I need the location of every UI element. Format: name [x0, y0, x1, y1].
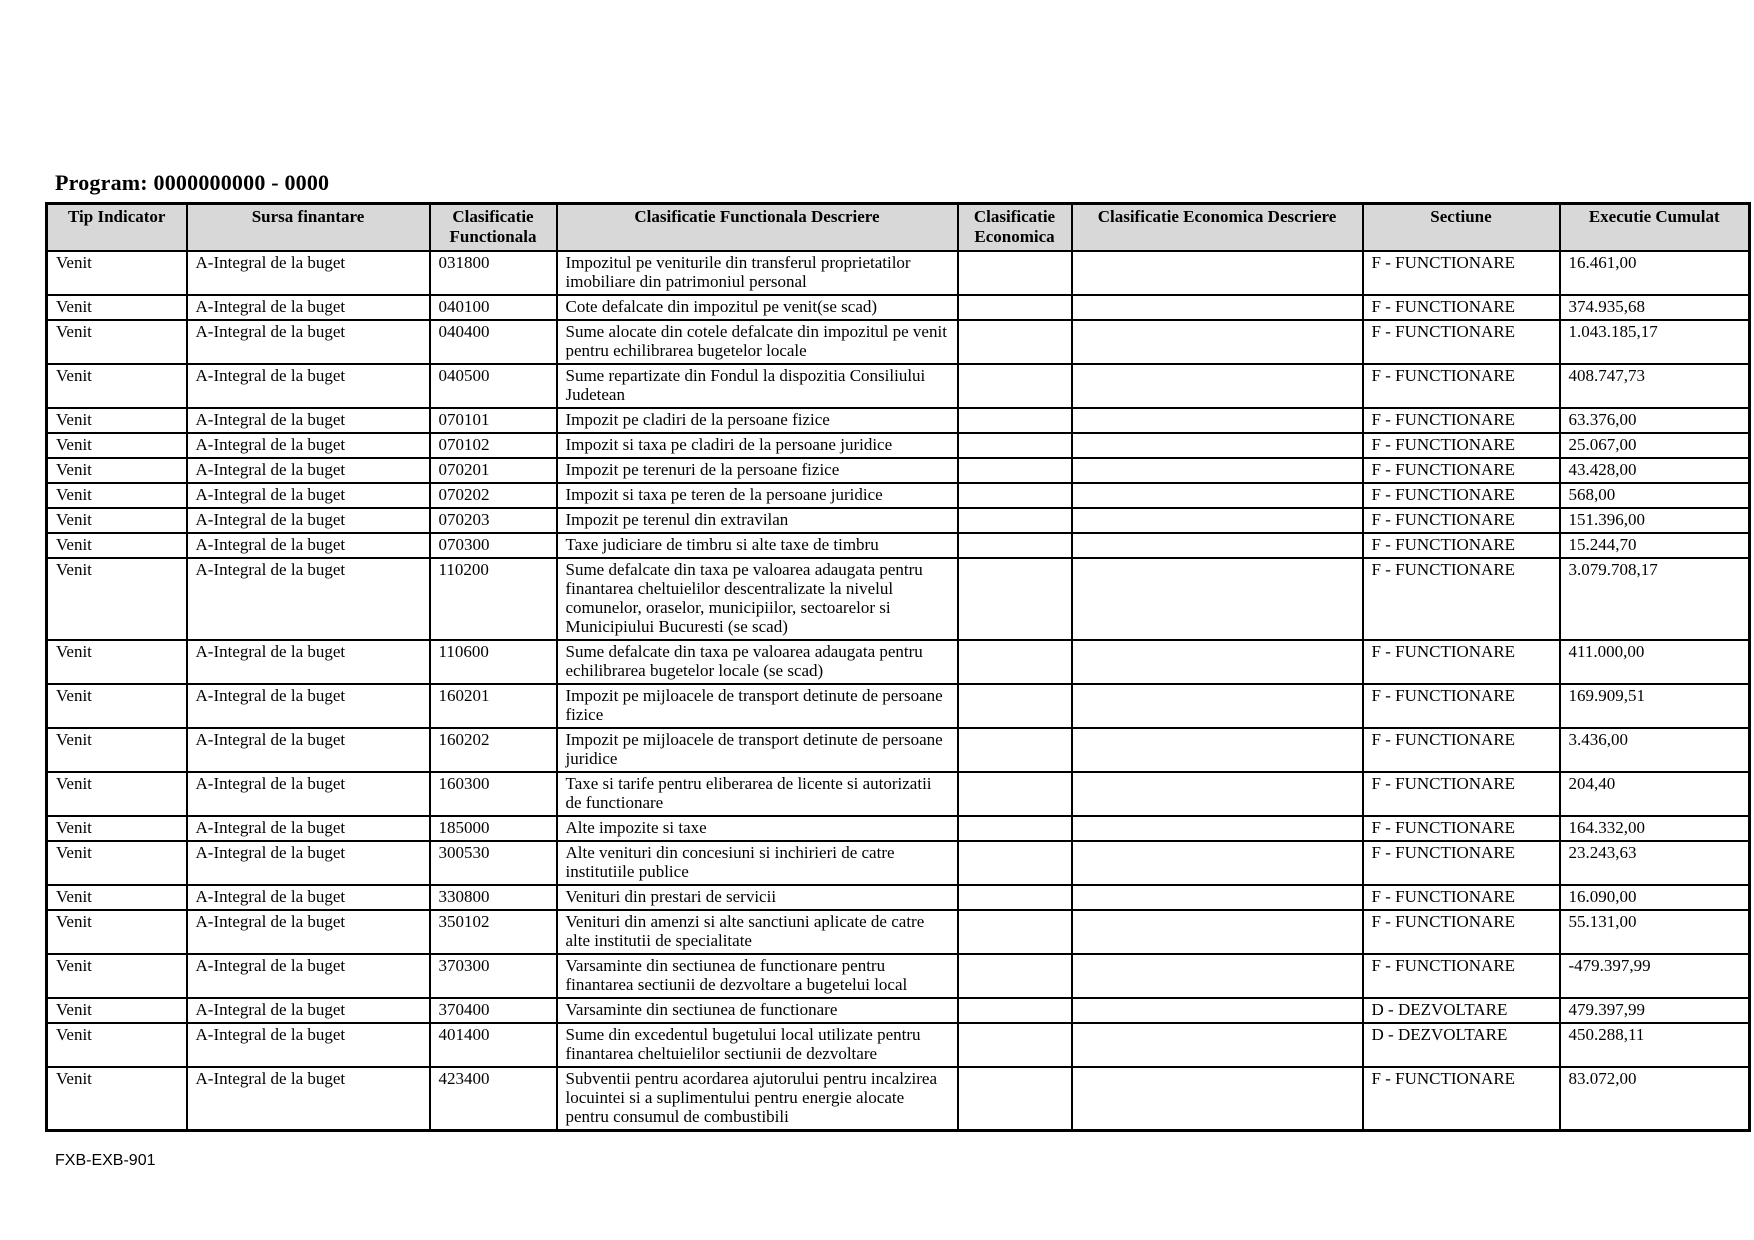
cell-sectiune: F - FUNCTIONARE — [1363, 408, 1560, 433]
table-row — [47, 885, 1750, 910]
cell-clasificatie-economica — [958, 841, 1072, 885]
cell-sursa-finantare: A-Integral de la buget — [187, 954, 430, 998]
cell-sectiune: D - DEZVOLTARE — [1363, 1023, 1560, 1067]
table-row — [47, 1023, 1750, 1067]
cell-clasificatie-economica-descriere — [1072, 841, 1363, 885]
cell-tip-indicator: Venit — [47, 885, 187, 910]
cell-clasificatie-economica — [958, 433, 1072, 458]
cell-sursa-finantare: A-Integral de la buget — [187, 910, 430, 954]
cell-executie-cumulat: 43.428,00 — [1560, 458, 1750, 483]
cell-clasificatie-economica — [958, 295, 1072, 320]
cell-clasificatie-functionala-descriere: Taxe judiciare de timbru si alte taxe de timbru — [557, 533, 958, 558]
table-header — [47, 204, 1750, 252]
cell-clasificatie-economica-descriere — [1072, 295, 1363, 320]
header-executie-cumulat: Executie Cumulat — [1560, 204, 1750, 252]
cell-executie-cumulat: 151.396,00 — [1560, 508, 1750, 533]
table-row — [47, 458, 1750, 483]
cell-tip-indicator: Venit — [47, 728, 187, 772]
cell-clasificatie-economica — [958, 533, 1072, 558]
cell-clasificatie-economica — [958, 1023, 1072, 1067]
cell-executie-cumulat: 23.243,63 — [1560, 841, 1750, 885]
table-row — [47, 558, 1750, 640]
cell-sectiune: F - FUNCTIONARE — [1363, 885, 1560, 910]
cell-clasificatie-economica — [958, 364, 1072, 408]
table-row — [47, 684, 1750, 728]
cell-sursa-finantare: A-Integral de la buget — [187, 1067, 430, 1131]
cell-sursa-finantare: A-Integral de la buget — [187, 533, 430, 558]
cell-clasificatie-economica-descriere — [1072, 728, 1363, 772]
cell-tip-indicator: Venit — [47, 816, 187, 841]
cell-executie-cumulat: 16.090,00 — [1560, 885, 1750, 910]
cell-tip-indicator: Venit — [47, 483, 187, 508]
cell-clasificatie-economica-descriere — [1072, 364, 1363, 408]
cell-tip-indicator: Venit — [47, 1067, 187, 1131]
cell-clasificatie-functionala: 070202 — [430, 483, 557, 508]
cell-sursa-finantare: A-Integral de la buget — [187, 885, 430, 910]
cell-executie-cumulat: 83.072,00 — [1560, 1067, 1750, 1131]
table-row — [47, 640, 1750, 684]
cell-executie-cumulat: 55.131,00 — [1560, 910, 1750, 954]
cell-clasificatie-economica-descriere — [1072, 320, 1363, 364]
cell-clasificatie-economica — [958, 954, 1072, 998]
cell-clasificatie-economica-descriere — [1072, 508, 1363, 533]
cell-clasificatie-functionala-descriere: Varsaminte din sectiunea de functionare pentru finantarea sectiunii de dezvoltare a bugetelui local — [557, 954, 958, 998]
cell-clasificatie-functionala-descriere: Impozitul pe veniturile din transferul proprietatilor imobiliare din patrimoniul personal — [557, 251, 958, 295]
cell-clasificatie-functionala: 040500 — [430, 364, 557, 408]
cell-clasificatie-economica-descriere — [1072, 433, 1363, 458]
cell-clasificatie-functionala-descriere: Sume defalcate din taxa pe valoarea adaugata pentru finantarea cheltuielilor descentralizate la nivelul comunelor, oraselor, municipiilor, sectoarelor si Municipiului Bucuresti (se scad) — [557, 558, 958, 640]
table-row — [47, 508, 1750, 533]
cell-sursa-finantare: A-Integral de la buget — [187, 998, 430, 1023]
cell-tip-indicator: Venit — [47, 458, 187, 483]
cell-clasificatie-economica — [958, 728, 1072, 772]
cell-sectiune: F - FUNCTIONARE — [1363, 364, 1560, 408]
table-row — [47, 772, 1750, 816]
cell-sursa-finantare: A-Integral de la buget — [187, 433, 430, 458]
header-clasificatie-functionala-descriere: Clasificatie Functionala Descriere — [557, 204, 958, 252]
cell-clasificatie-functionala-descriere: Taxe si tarife pentru eliberarea de licente si autorizatii de functionare — [557, 772, 958, 816]
cell-clasificatie-functionala-descriere: Sume repartizate din Fondul la dispozitia Consiliului Judetean — [557, 364, 958, 408]
cell-clasificatie-functionala: 401400 — [430, 1023, 557, 1067]
cell-sursa-finantare: A-Integral de la buget — [187, 841, 430, 885]
cell-sursa-finantare: A-Integral de la buget — [187, 364, 430, 408]
cell-clasificatie-functionala: 185000 — [430, 816, 557, 841]
cell-executie-cumulat: 169.909,51 — [1560, 684, 1750, 728]
cell-clasificatie-economica-descriere — [1072, 1067, 1363, 1131]
report-code: FXB-EXB-901 — [55, 1152, 156, 1169]
cell-clasificatie-functionala-descriere: Impozit pe terenul din extravilan — [557, 508, 958, 533]
cell-clasificatie-economica-descriere — [1072, 558, 1363, 640]
cell-tip-indicator: Venit — [47, 508, 187, 533]
cell-sectiune: F - FUNCTIONARE — [1363, 458, 1560, 483]
cell-clasificatie-functionala-descriere: Sume din excedentul bugetului local utilizate pentru finantarea cheltuielilor sectiunii de dezvoltare — [557, 1023, 958, 1067]
cell-clasificatie-economica-descriere — [1072, 483, 1363, 508]
cell-executie-cumulat: 1.043.185,17 — [1560, 320, 1750, 364]
cell-clasificatie-functionala-descriere: Impozit si taxa pe cladiri de la persoane juridice — [557, 433, 958, 458]
cell-clasificatie-economica-descriere — [1072, 533, 1363, 558]
cell-clasificatie-economica — [958, 458, 1072, 483]
cell-sectiune: F - FUNCTIONARE — [1363, 640, 1560, 684]
cell-tip-indicator: Venit — [47, 364, 187, 408]
cell-executie-cumulat: 16.461,00 — [1560, 251, 1750, 295]
cell-clasificatie-economica — [958, 885, 1072, 910]
cell-sectiune: F - FUNCTIONARE — [1363, 558, 1560, 640]
cell-sursa-finantare: A-Integral de la buget — [187, 320, 430, 364]
table-row — [47, 954, 1750, 998]
cell-clasificatie-functionala-descriere: Sume defalcate din taxa pe valoarea adaugata pentru echilibrarea bugetelor locale (se scad) — [557, 640, 958, 684]
cell-executie-cumulat: 25.067,00 — [1560, 433, 1750, 458]
cell-clasificatie-functionala: 160300 — [430, 772, 557, 816]
cell-sectiune: F - FUNCTIONARE — [1363, 684, 1560, 728]
header-sectiune: Sectiune — [1363, 204, 1560, 252]
cell-sectiune: F - FUNCTIONARE — [1363, 1067, 1560, 1131]
cell-tip-indicator: Venit — [47, 1023, 187, 1067]
cell-clasificatie-economica — [958, 508, 1072, 533]
cell-clasificatie-economica-descriere — [1072, 1023, 1363, 1067]
cell-clasificatie-economica — [958, 816, 1072, 841]
table-row — [47, 533, 1750, 558]
cell-sursa-finantare: A-Integral de la buget — [187, 684, 430, 728]
cell-tip-indicator: Venit — [47, 533, 187, 558]
cell-clasificatie-economica — [958, 684, 1072, 728]
cell-sursa-finantare: A-Integral de la buget — [187, 728, 430, 772]
cell-sectiune: F - FUNCTIONARE — [1363, 433, 1560, 458]
cell-tip-indicator: Venit — [47, 910, 187, 954]
cell-clasificatie-functionala: 070101 — [430, 408, 557, 433]
cell-clasificatie-functionala-descriere: Venituri din amenzi si alte sanctiuni aplicate de catre alte institutii de specialitate — [557, 910, 958, 954]
cell-clasificatie-functionala: 370300 — [430, 954, 557, 998]
cell-sursa-finantare: A-Integral de la buget — [187, 558, 430, 640]
cell-tip-indicator: Venit — [47, 558, 187, 640]
cell-sectiune: F - FUNCTIONARE — [1363, 320, 1560, 364]
cell-clasificatie-functionala-descriere: Impozit pe terenuri de la persoane fizice — [557, 458, 958, 483]
cell-clasificatie-economica-descriere — [1072, 684, 1363, 728]
header-clasificatie-economica-descriere: Clasificatie Economica Descriere — [1072, 204, 1363, 252]
cell-sursa-finantare: A-Integral de la buget — [187, 251, 430, 295]
table-row — [47, 841, 1750, 885]
cell-sectiune: F - FUNCTIONARE — [1363, 954, 1560, 998]
table-row — [47, 998, 1750, 1023]
cell-clasificatie-functionala-descriere: Impozit si taxa pe teren de la persoane juridice — [557, 483, 958, 508]
cell-sursa-finantare: A-Integral de la buget — [187, 483, 430, 508]
cell-sectiune: F - FUNCTIONARE — [1363, 508, 1560, 533]
cell-clasificatie-economica — [958, 1067, 1072, 1131]
cell-sursa-finantare: A-Integral de la buget — [187, 1023, 430, 1067]
table-row — [47, 251, 1750, 295]
cell-clasificatie-economica-descriere — [1072, 408, 1363, 433]
cell-clasificatie-economica — [958, 640, 1072, 684]
cell-executie-cumulat: 411.000,00 — [1560, 640, 1750, 684]
cell-clasificatie-functionala-descriere: Alte venituri din concesiuni si inchirieri de catre institutiile publice — [557, 841, 958, 885]
cell-tip-indicator: Venit — [47, 433, 187, 458]
cell-executie-cumulat: 408.747,73 — [1560, 364, 1750, 408]
cell-sectiune: F - FUNCTIONARE — [1363, 772, 1560, 816]
cell-tip-indicator: Venit — [47, 408, 187, 433]
cell-clasificatie-functionala: 070203 — [430, 508, 557, 533]
cell-tip-indicator: Venit — [47, 684, 187, 728]
cell-tip-indicator: Venit — [47, 954, 187, 998]
cell-clasificatie-economica — [958, 483, 1072, 508]
table-row — [47, 910, 1750, 954]
cell-clasificatie-functionala-descriere: Impozit pe cladiri de la persoane fizice — [557, 408, 958, 433]
table-header-row — [47, 204, 1750, 252]
table-row — [47, 728, 1750, 772]
cell-executie-cumulat: 479.397,99 — [1560, 998, 1750, 1023]
cell-clasificatie-economica-descriere — [1072, 910, 1363, 954]
header-clasificatie-economica: Clasificatie Economica — [958, 204, 1072, 252]
cell-executie-cumulat: 568,00 — [1560, 483, 1750, 508]
cell-sectiune: F - FUNCTIONARE — [1363, 910, 1560, 954]
cell-sursa-finantare: A-Integral de la buget — [187, 508, 430, 533]
cell-sectiune: F - FUNCTIONARE — [1363, 483, 1560, 508]
cell-clasificatie-functionala-descriere: Cote defalcate din impozitul pe venit(se scad) — [557, 295, 958, 320]
cell-clasificatie-functionala: 070102 — [430, 433, 557, 458]
cell-executie-cumulat: 450.288,11 — [1560, 1023, 1750, 1067]
cell-sectiune: F - FUNCTIONARE — [1363, 295, 1560, 320]
cell-clasificatie-functionala: 350102 — [430, 910, 557, 954]
cell-clasificatie-economica — [958, 320, 1072, 364]
cell-sursa-finantare: A-Integral de la buget — [187, 458, 430, 483]
cell-clasificatie-functionala: 110600 — [430, 640, 557, 684]
cell-clasificatie-functionala: 370400 — [430, 998, 557, 1023]
cell-clasificatie-functionala: 160201 — [430, 684, 557, 728]
cell-sursa-finantare: A-Integral de la buget — [187, 408, 430, 433]
cell-executie-cumulat: 3.436,00 — [1560, 728, 1750, 772]
cell-clasificatie-economica-descriere — [1072, 885, 1363, 910]
cell-tip-indicator: Venit — [47, 295, 187, 320]
cell-clasificatie-functionala: 330800 — [430, 885, 557, 910]
cell-executie-cumulat: 15.244,70 — [1560, 533, 1750, 558]
cell-sectiune: F - FUNCTIONARE — [1363, 533, 1560, 558]
cell-sectiune: F - FUNCTIONARE — [1363, 728, 1560, 772]
table-row — [47, 408, 1750, 433]
cell-clasificatie-economica-descriere — [1072, 640, 1363, 684]
cell-clasificatie-economica — [958, 251, 1072, 295]
cell-executie-cumulat: 204,40 — [1560, 772, 1750, 816]
cell-executie-cumulat: 374.935,68 — [1560, 295, 1750, 320]
cell-tip-indicator: Venit — [47, 841, 187, 885]
cell-clasificatie-economica — [958, 998, 1072, 1023]
cell-clasificatie-functionala-descriere: Alte impozite si taxe — [557, 816, 958, 841]
table-row — [47, 295, 1750, 320]
cell-clasificatie-functionala: 160202 — [430, 728, 557, 772]
header-tip-indicator: Tip Indicator — [47, 204, 187, 252]
cell-clasificatie-functionala: 031800 — [430, 251, 557, 295]
cell-sectiune: F - FUNCTIONARE — [1363, 251, 1560, 295]
cell-clasificatie-functionala: 423400 — [430, 1067, 557, 1131]
cell-sectiune: F - FUNCTIONARE — [1363, 841, 1560, 885]
table-row — [47, 364, 1750, 408]
cell-clasificatie-functionala-descriere: Impozit pe mijloacele de transport detinute de persoane juridice — [557, 728, 958, 772]
cell-clasificatie-functionala-descriere: Venituri din prestari de servicii — [557, 885, 958, 910]
table-row — [47, 483, 1750, 508]
cell-tip-indicator: Venit — [47, 320, 187, 364]
cell-clasificatie-economica-descriere — [1072, 816, 1363, 841]
cell-clasificatie-economica-descriere — [1072, 998, 1363, 1023]
cell-executie-cumulat: -479.397,99 — [1560, 954, 1750, 998]
budget-execution-table — [45, 202, 1751, 1132]
cell-clasificatie-functionala: 070300 — [430, 533, 557, 558]
table-row — [47, 1067, 1750, 1131]
cell-executie-cumulat: 63.376,00 — [1560, 408, 1750, 433]
cell-clasificatie-economica-descriere — [1072, 954, 1363, 998]
table-row — [47, 433, 1750, 458]
cell-clasificatie-economica-descriere — [1072, 251, 1363, 295]
cell-clasificatie-economica — [958, 910, 1072, 954]
cell-tip-indicator: Venit — [47, 772, 187, 816]
cell-clasificatie-functionala: 070201 — [430, 458, 557, 483]
cell-executie-cumulat: 3.079.708,17 — [1560, 558, 1750, 640]
cell-clasificatie-functionala-descriere: Varsaminte din sectiunea de functionare — [557, 998, 958, 1023]
cell-tip-indicator: Venit — [47, 640, 187, 684]
cell-clasificatie-functionala-descriere: Sume alocate din cotele defalcate din impozitul pe venit pentru echilibrarea bugetelor locale — [557, 320, 958, 364]
cell-clasificatie-economica — [958, 558, 1072, 640]
cell-clasificatie-functionala: 300530 — [430, 841, 557, 885]
cell-clasificatie-functionala-descriere: Subventii pentru acordarea ajutorului pentru incalzirea locuintei si a suplimentului pentru energie alocate pentru consumul de combustibili — [557, 1067, 958, 1131]
cell-clasificatie-economica — [958, 408, 1072, 433]
cell-sectiune: F - FUNCTIONARE — [1363, 816, 1560, 841]
table-body — [47, 251, 1750, 1131]
cell-clasificatie-functionala: 110200 — [430, 558, 557, 640]
cell-executie-cumulat: 164.332,00 — [1560, 816, 1750, 841]
cell-sursa-finantare: A-Integral de la buget — [187, 772, 430, 816]
cell-clasificatie-economica-descriere — [1072, 772, 1363, 816]
cell-sursa-finantare: A-Integral de la buget — [187, 816, 430, 841]
cell-clasificatie-economica-descriere — [1072, 458, 1363, 483]
cell-clasificatie-economica — [958, 772, 1072, 816]
cell-clasificatie-functionala-descriere: Impozit pe mijloacele de transport detinute de persoane fizice — [557, 684, 958, 728]
program-title: Program: 0000000000 - 0000 — [55, 170, 330, 195]
cell-clasificatie-functionala: 040100 — [430, 295, 557, 320]
table-row — [47, 320, 1750, 364]
header-sursa-finantare: Sursa finantare — [187, 204, 430, 252]
cell-sectiune: D - DEZVOLTARE — [1363, 998, 1560, 1023]
cell-tip-indicator: Venit — [47, 251, 187, 295]
cell-sursa-finantare: A-Integral de la buget — [187, 295, 430, 320]
cell-sursa-finantare: A-Integral de la buget — [187, 640, 430, 684]
cell-tip-indicator: Venit — [47, 998, 187, 1023]
header-clasificatie-functionala: Clasificatie Functionala — [430, 204, 557, 252]
table-row — [47, 816, 1750, 841]
cell-clasificatie-functionala: 040400 — [430, 320, 557, 364]
